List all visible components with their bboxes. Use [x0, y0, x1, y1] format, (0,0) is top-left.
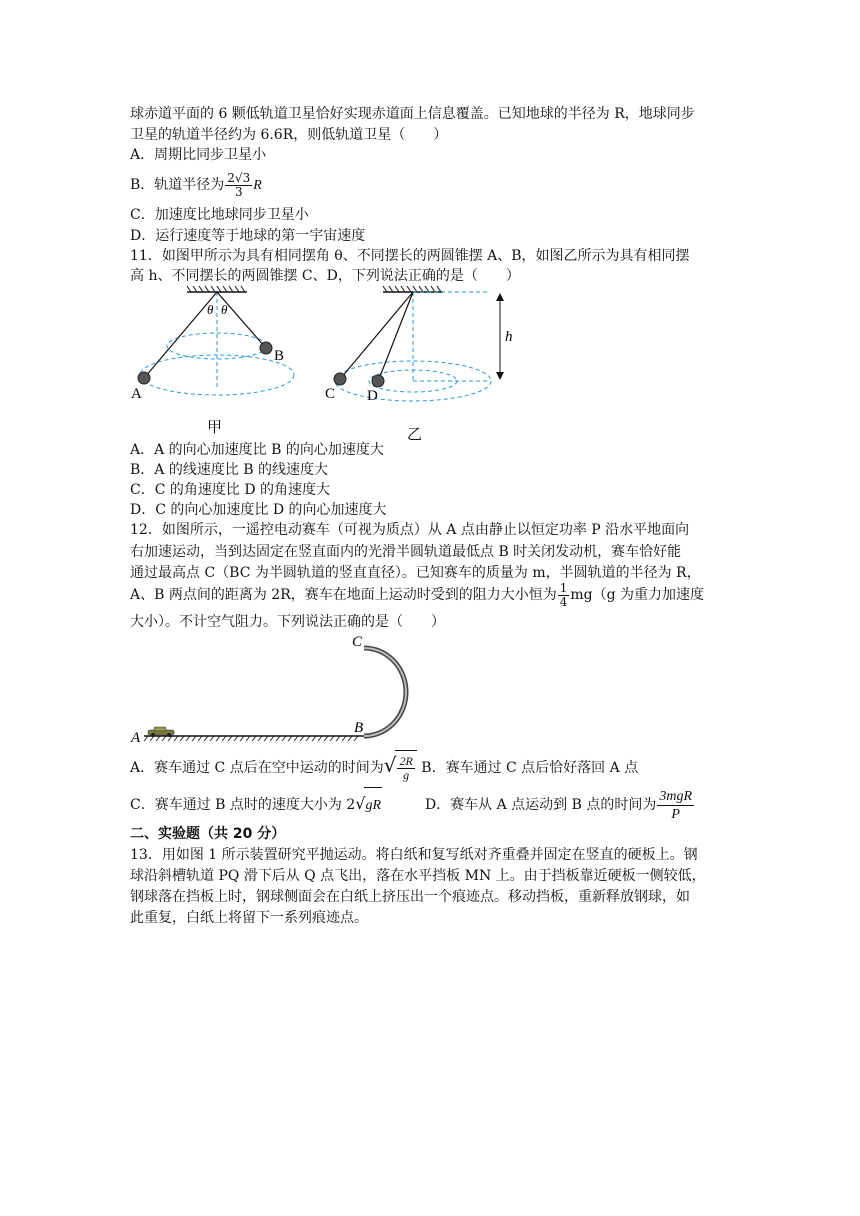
label-c: C [352, 634, 363, 650]
q11-option-d: D．C 的向心加速度比 D 的向心加速度大 [130, 502, 387, 518]
semicircle-track [364, 648, 406, 736]
q12-option-a: A．赛车通过 C 点后在空中运动的时间为√ $\frac{2R}{g}$ [130, 760, 417, 776]
q10-line2: 卫星的轨道半径约为 6.6R，则低轨道卫星（ ） [130, 127, 448, 143]
q10-option-c: C．加速度比地球同步卫星小 [130, 207, 309, 223]
theta-label-right: θ [221, 302, 228, 317]
q12-option-a-b-row [130, 748, 638, 785]
label-c: C [325, 386, 336, 402]
theta-label-left: θ [207, 302, 214, 317]
q13-line1: 13．用如图 1 所示装置研究平抛运动。将白纸和复写纸对齐重叠并固定在竖直的硬板上。钢 [130, 847, 698, 863]
q12-line4: A、B 两点间的距离为 2R，赛车在地面上运动时受到的阻力大小恒为 $\frac{1}{4}$ mg（g 为重力加速度 [130, 580, 705, 609]
label-d: D [367, 388, 378, 404]
ball-a [138, 372, 150, 384]
q11-figure [125, 284, 525, 440]
q11-option-a: A．A 的向心加速度比 B 的向心加速度大 [130, 442, 384, 458]
q12-option-c: C．赛车通过 B 点时的速度大小为 2√gR [130, 797, 382, 813]
q12-line5: 大小）。不计空气阻力。下列说法正确的是（ ） [130, 614, 445, 630]
q12-line3: 通过最高点 C（BC 为半圆轨道的竖直直径）。已知赛车的质量为 m，半圆轨道的半径为 R， [130, 565, 701, 581]
q12-line1: 12．如图所示，一遥控电动赛车（可视为质点）从 A 点由静止以恒定功率 P 沿水平地面向 [130, 522, 690, 538]
section-title: 二、实验题（共 20 分） [130, 826, 286, 842]
q10-option-d: D．运行速度等于地球的第一宇宙速度 [130, 228, 366, 244]
label-b: B [274, 348, 285, 364]
label-b: B [354, 720, 364, 736]
q11-line2: 高 h、不同摆长的两圆锥摆 C、D，下列说法正确的是（ ） [130, 268, 520, 284]
q12-option-b: B．赛车通过 C 点后恰好落回 A 点 [421, 760, 639, 776]
q10-option-a: A．周期比同步卫星小 [130, 147, 267, 163]
q12-line2: 右加速运动，当到达固定在竖直面内的光滑半圆轨道最低点 B 时关闭发动机，赛车恰好能 [130, 544, 682, 560]
label-h: h [505, 329, 513, 345]
q10-line1: 球赤道平面的 6 颗低轨道卫星恰好实现赤道面上信息覆盖。已知地球的半径为 R，地球同步 [130, 106, 695, 122]
q11-option-b: B．A 的线速度比 B 的线速度大 [130, 462, 329, 478]
caption-yi: 乙 [407, 427, 423, 440]
q12-track-figure [128, 632, 428, 747]
ball-d [372, 375, 384, 387]
ball-c [334, 373, 346, 385]
q13-line2: 球沿斜槽轨道 PQ 滑下后从 Q 点飞出，落在水平挡板 MN 上。由于挡板靠近硬板一侧较低， [130, 868, 706, 884]
q11-line1: 11．如图甲所示为具有相同摆角 θ、不同摆长的两圆锥摆 A、B，如图乙所示为具有相同摆 [130, 248, 690, 264]
ball-b [260, 342, 272, 354]
pendulum-figure-yi [325, 286, 513, 440]
label-a: A [131, 386, 142, 402]
q13-line3: 钢球落在挡板上时，钢球侧面会在白纸上挤压出一个痕迹点。移动挡板，重新释放钢球，如 [130, 889, 690, 905]
label-a: A [131, 730, 141, 746]
caption-jia: 甲 [207, 420, 223, 436]
q13-line4: 此重复，白纸上将留下一系列痕迹点。 [130, 910, 368, 926]
q12-option-d: D．赛车从 A 点运动到 B 点的时间为 $\frac{\text{3mgR}}{P}$ [424, 788, 693, 822]
q11-option-c: C．C 的角速度比 D 的角速度大 [130, 482, 330, 498]
q10-option-b: B．轨道半径为 $\frac{2√3}{3}$ R [130, 170, 262, 199]
pendulum-figure-jia [131, 286, 294, 436]
q12-option-c-d-row [130, 787, 695, 823]
